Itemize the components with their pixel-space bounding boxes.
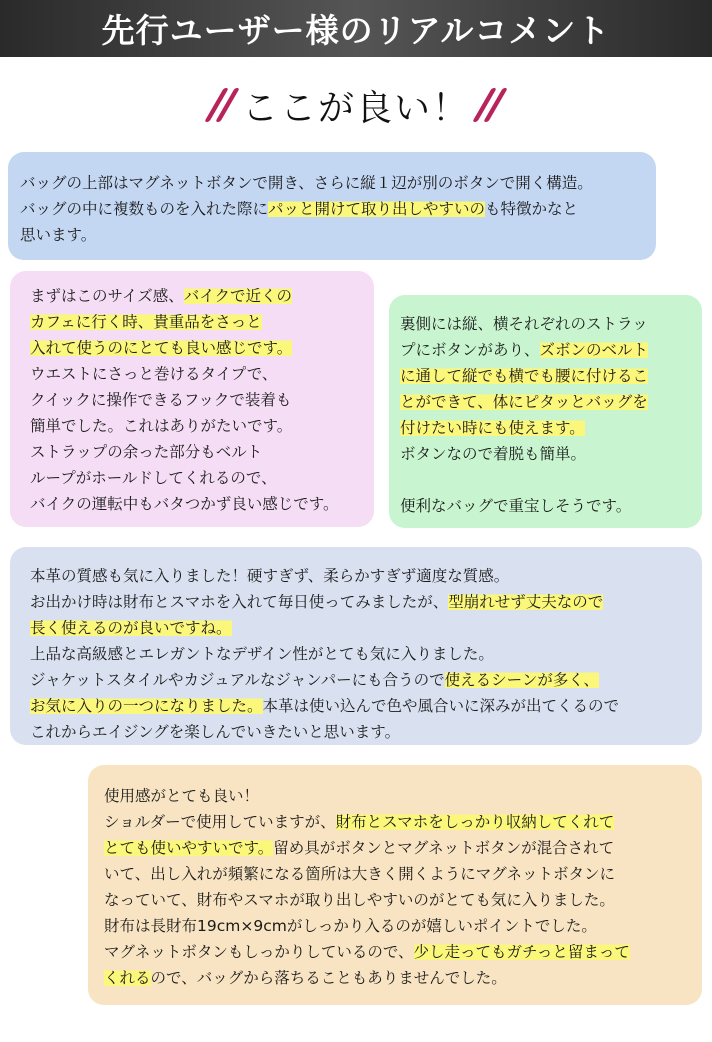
comment-text-segment: なっていて、財布やスマホが取り出しやすいのがとても気に入りました。 xyxy=(104,891,615,909)
comment-text-segment: 簡単でした。これはありがたいです。 xyxy=(30,417,293,435)
comment-card-2 xyxy=(10,271,374,527)
comment-line xyxy=(30,283,362,309)
comment-line xyxy=(400,415,692,441)
comment-text xyxy=(20,170,644,248)
highlighted-text: 少し走ってもガチっと留まって xyxy=(413,943,630,961)
comment-line xyxy=(30,309,362,335)
comment-line xyxy=(30,335,362,361)
comment-line xyxy=(30,693,692,719)
comment-line xyxy=(30,465,362,491)
comment-text-segment: バッグの上部はマグネットボタンで開き、さらに縦１辺が別のボタンで開く構造。 xyxy=(20,174,593,192)
comment-text-segment: マグネットボタンもしっかりしているので、 xyxy=(104,943,414,961)
comment-line xyxy=(104,887,692,913)
highlighted-text: 入れて使うのにとても良い感じです。 xyxy=(30,339,293,357)
comment-line xyxy=(30,413,362,439)
comment-line xyxy=(104,913,692,939)
comment-line xyxy=(400,337,692,363)
comment-card-3 xyxy=(389,295,702,528)
highlighted-text: 付けたい時にも使えます。 xyxy=(400,419,585,437)
comment-text-segment: ボタンなので着脱も簡単。 xyxy=(400,445,587,463)
highlighted-text: お気に入りの一つになりました。 xyxy=(30,697,263,715)
comment-line xyxy=(400,363,692,389)
highlighted-text: ズボンのベルト xyxy=(539,341,649,359)
comment-line xyxy=(104,861,692,887)
comment-card-4 xyxy=(10,547,702,745)
left-slash-icon xyxy=(214,88,230,122)
comment-text-segment: バイクの運転中もバタつかず良い感じです。 xyxy=(30,495,339,513)
comment-line xyxy=(400,311,692,337)
comment-text-segment: まずはこのサイズ感、 xyxy=(30,287,184,305)
highlighted-text: バイクで近くの xyxy=(183,287,292,305)
comment-line xyxy=(20,170,644,196)
comment-text-segment: ループがホールドしてくれるので、 xyxy=(30,469,277,487)
comment-text-segment: ショルダーで使用していますが、 xyxy=(104,813,336,831)
comment-line xyxy=(400,467,692,493)
highlighted-text: とても使いやすいです。 xyxy=(104,839,274,857)
highlighted-text: 長く使えるのが良いですね。 xyxy=(30,619,232,637)
comment-text-segment: ジャケットスタイルやカジュアルなジャンパーにも合うので xyxy=(30,671,445,689)
comment-text-segment: バッグの中に複数ものを入れた際に xyxy=(20,200,269,218)
comment-line xyxy=(104,965,692,991)
comment-text-segment: 便利なバッグで重宝しそうです。 xyxy=(400,497,632,515)
comment-line xyxy=(400,389,692,415)
comment-text-segment: 留め具がボタンとマグネットボタンが混合されて xyxy=(273,839,615,857)
comment-text-segment: いて、出し入れが頻繁になる箇所は大きく開くようにマグネットボタンに xyxy=(104,865,616,883)
comment-text-segment: 思います。 xyxy=(20,226,97,244)
comment-line xyxy=(20,196,644,222)
comment-text-segment: 本革は使い込んで色や風合いに深みが出てくるので xyxy=(262,697,620,715)
comment-line xyxy=(104,939,692,965)
comment-line xyxy=(30,387,362,413)
comment-line xyxy=(400,441,692,467)
highlighted-text: 使えるシーンが多く、 xyxy=(444,671,600,689)
comment-text-segment: 使用感がとても良い！ xyxy=(104,787,260,805)
section-heading: ここが良い！ xyxy=(241,87,470,129)
right-slash-icon xyxy=(482,88,498,122)
comment-text-segment: ので、バッグから落ちることもありませんでした。 xyxy=(150,969,507,987)
comment-text-segment: クイックに操作できるフックで装着も xyxy=(30,391,292,409)
comment-text-segment xyxy=(400,471,405,489)
comment-text-segment: も特徴かなと xyxy=(485,200,579,218)
page-title: 先行ユーザー様のリアルコメント xyxy=(101,11,611,50)
comment-card-5 xyxy=(88,765,702,1005)
comment-line xyxy=(30,615,692,641)
highlighted-text: に通して縦でも横でも腰に付けるこ xyxy=(400,367,649,385)
comment-line xyxy=(104,809,692,835)
comment-text-segment: 財布は長財布19cm×9cmがしっかり入るのが嬉しいポイントでした。 xyxy=(104,917,597,935)
comment-line xyxy=(30,667,692,693)
highlighted-text: パッと開けて取り出しやすいの xyxy=(268,200,486,218)
comment-line xyxy=(104,783,692,809)
comment-card-1 xyxy=(8,152,656,260)
comment-text xyxy=(30,563,692,745)
header-banner xyxy=(0,0,712,57)
comment-text-segment: お出かけ時は財布とスマホを入れて毎日使ってみましたが、 xyxy=(30,593,449,611)
comment-line xyxy=(20,222,644,248)
comment-line xyxy=(30,439,362,465)
highlighted-text: くれる xyxy=(104,969,151,987)
comment-text-segment: プにボタンがあり、 xyxy=(400,341,540,359)
comment-text-segment: これからエイジングを楽しんでいきたいと思います。 xyxy=(30,723,401,741)
comment-line xyxy=(30,563,692,589)
comment-line xyxy=(30,361,362,387)
highlighted-text: とができて、体にピタッとバッグを xyxy=(400,393,648,411)
comment-text-segment: ウエストにさっと巻けるタイプで、 xyxy=(30,365,278,383)
highlighted-text: 型崩れせず丈夫なので xyxy=(448,593,604,611)
comment-text-segment: ストラップの余った部分もベルト xyxy=(30,443,263,461)
highlighted-text: カフェに行く時、貴重品をさっと xyxy=(30,313,262,331)
comment-line xyxy=(400,493,692,519)
comment-line xyxy=(104,835,692,861)
highlighted-text: 財布とスマホをしっかり収納してくれて xyxy=(335,813,615,831)
comment-text-segment: 上品な高級感とエレガントなデザイン性がとても気に入りました。 xyxy=(30,645,494,663)
comment-text xyxy=(104,783,692,991)
comment-text xyxy=(30,283,362,517)
comment-line xyxy=(30,641,692,667)
subtitle-row xyxy=(0,78,712,132)
comment-text-segment: 裏側には縦、横それぞれのストラッ xyxy=(400,315,648,333)
comment-line xyxy=(30,589,692,615)
comment-line xyxy=(30,719,692,745)
comment-text xyxy=(400,311,692,519)
comment-text-segment: 本革の質感も気に入りました！硬すぎず、柔らかすぎず適度な質感。 xyxy=(30,567,510,585)
comment-line xyxy=(30,491,362,517)
